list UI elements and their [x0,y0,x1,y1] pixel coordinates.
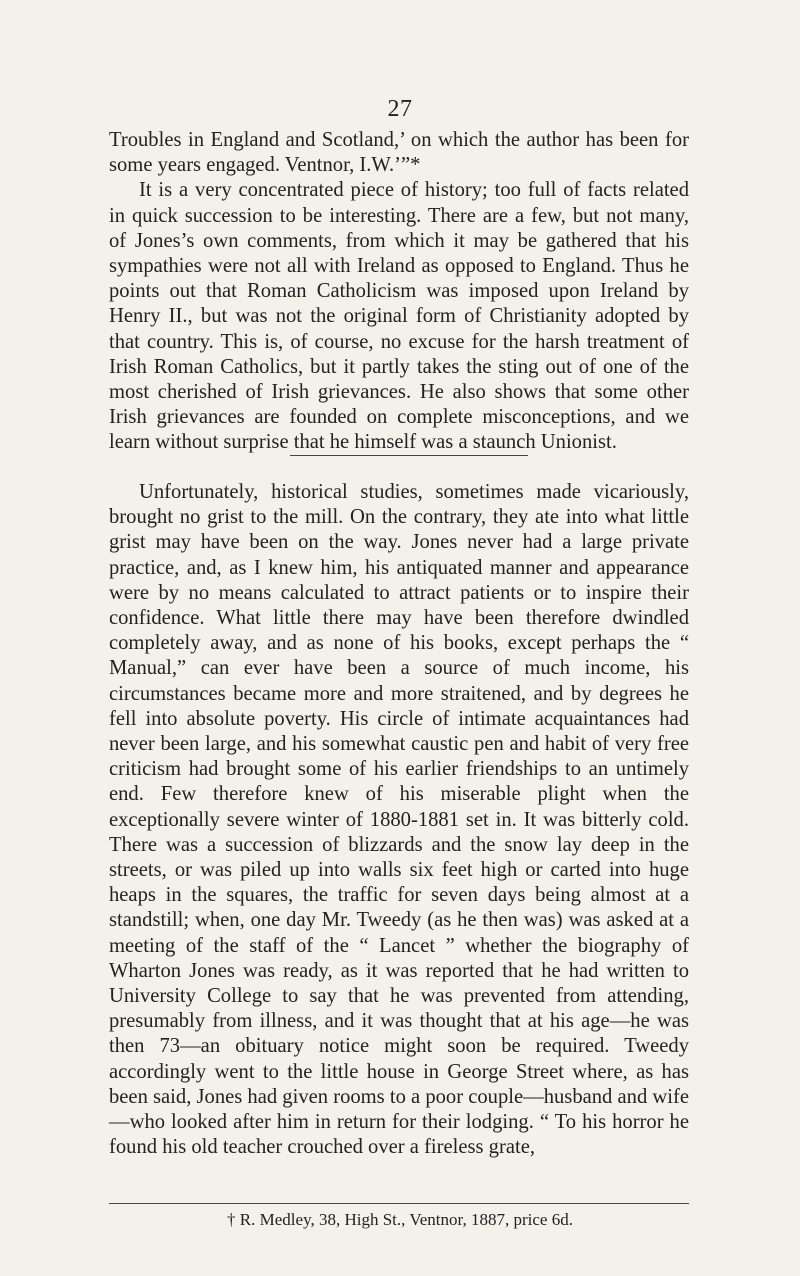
text-block-main [109,480,689,1160]
section-divider [290,455,528,456]
footnote: † R. Medley, 38, High St., Ventnor, 1887, price 6d. [227,1210,573,1229]
paragraph-history-review: It is a very concentrated piece of history; too full of facts related in quick succession to be interesting. There are a few, but not many, of Jones’s own comments, from which it may be gathered that his sympathies were not all with Ireland as opposed to England. Thus he points out that Roman Catholicism was imposed upon Ireland by Henry II., but was not the original form of Christianity adopted by that country. This is, of course, no excuse for the harsh treatment of Irish Roman Catholics, but it partly takes the sting out of one of the most cherished of Irish grievances. He also shows that some other Irish grievances are founded on complete misconceptions, and we learn without surprise that he himself was a staunch Unionist. [109,179,689,454]
paragraph-poverty-account: Unfortunately, historical studies, sometimes made vicariously, brought no grist to the mill. On the contrary, they ate into what little grist may have been on the way. Jones never had a large private practice, and, as I knew him, his antiquated manner and appearance were by no means calculated to attract patients or to inspire their confidence. What little there may have been therefore dwindled completely away, and as none of his books, except perhaps the “ Manual,” can ever have been a source of much income, his circumstances became more and more straitened, and by degrees he fell into absolute poverty. His circle of intimate acquaintances had never been large, and his somewhat caustic pen and habit of very free criticism had brought some of his earlier friendships to an untimely end. Few therefore knew of his miserable plight when the exceptionally severe winter of 1880-1881 set in. It was bitterly cold. There was a succession of blizzards and the snow lay deep in the streets, or was piled up into walls six feet high or carted into huge heaps in the squares, the traffic for seven days being almost at a standstill; when, one day Mr. Tweedy (as he then was) was asked at a meeting of the staff of the “ Lancet ” whether the biography of Wharton Jones was ready, as it was reported that he had written to University College to say that he was prevented from attending, presumably from illness, and it was thought that at his age—he was then 73—an obituary notice might soon be required. Tweedy accordingly went to the little house in George Street where, as has been said, Jones had given rooms to a poor couple—husband and wife—who looked after him in return for their lodging. “ To his horror he found his old teacher crouched over a fireless grate, [109,481,689,1159]
page-number: 27 [387,96,413,122]
text-block-top [109,128,689,456]
footnote-divider [109,1203,689,1204]
paragraph-continuation: Troubles in England and Scotland,’ on which the author has been for some years engaged. Ventnor, I.W.’”* [109,129,689,177]
